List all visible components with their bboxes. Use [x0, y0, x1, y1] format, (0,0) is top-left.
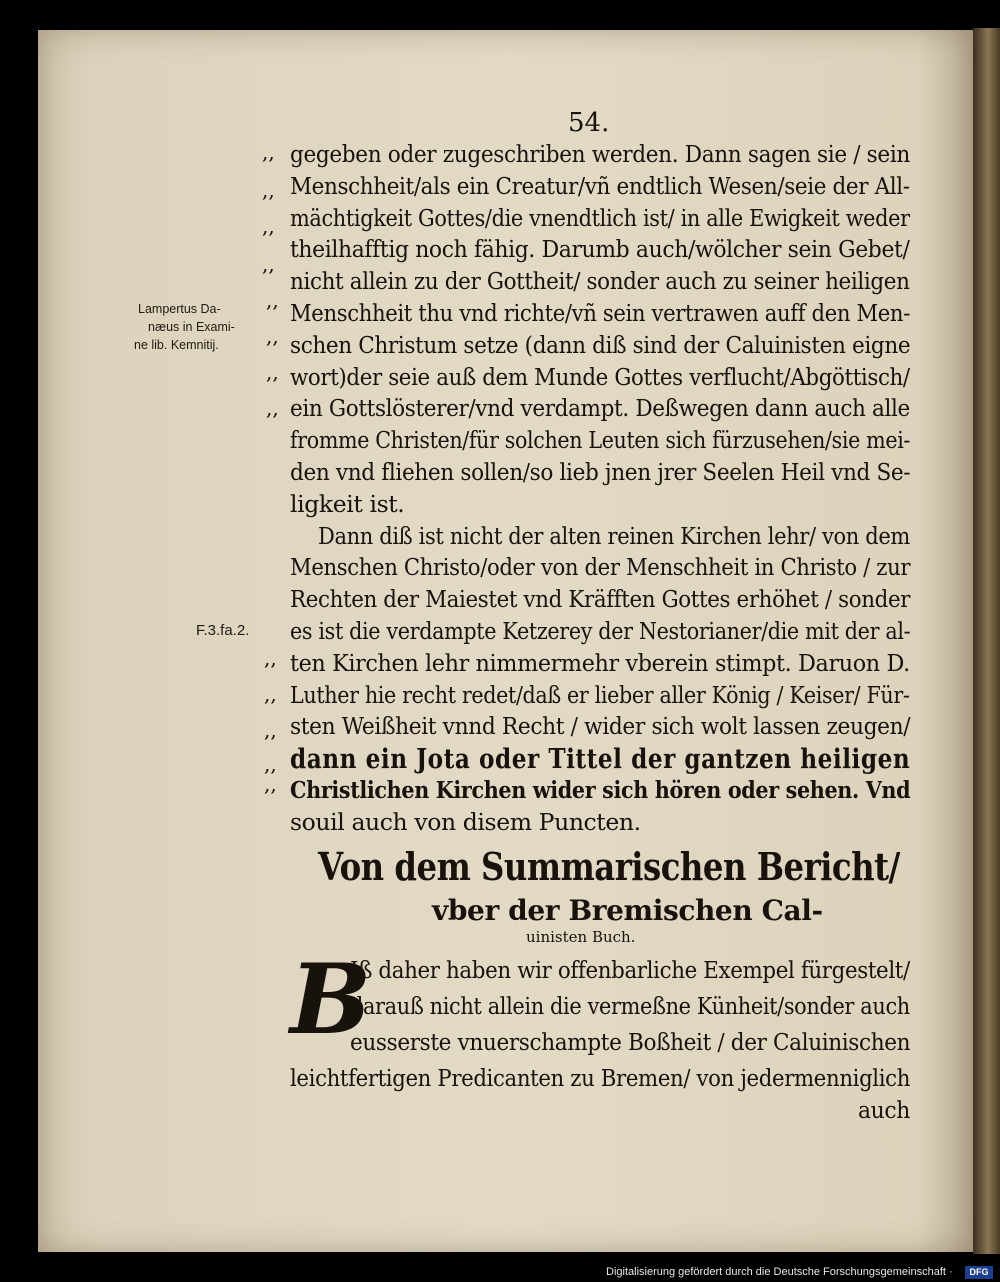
body-line: den vnd fliehen sollen/so lieb jnen jrer Seelen Heil vnd Se-	[290, 458, 911, 486]
body-line: wort)der seie auß dem Munde Gottes verflucht/Abgöttisch/	[290, 362, 910, 391]
body-line: theilhafftig noch fähig. Darumb auch/wölcher sein Gebet/	[290, 235, 910, 264]
body-line: dann ein Jota oder Tittel der gantzen heiligen	[290, 744, 911, 776]
page-number: 54.	[568, 108, 610, 138]
body-line: Menschheit/als ein Creatur/vñ endtlich Wesen/seie der All-	[290, 171, 910, 200]
body-line: Iß daher haben wir offenbarliche Exempel fürgestelt/	[350, 956, 910, 984]
digitization-credit: Digitalisierung gefördert durch die Deutsche Forschungsgemeinschaft ·	[606, 1266, 953, 1278]
quote-mark: ,,	[262, 252, 275, 276]
drop-initial: B	[290, 943, 372, 1056]
body-line: mächtigkeit Gottes/die vnendtlich ist/ in alle Ewigkeit weder	[290, 203, 910, 232]
quote-mark: ,,	[262, 178, 275, 202]
body-line: souil auch von disem Puncten.	[290, 807, 641, 836]
quote-mark: ,,	[262, 140, 275, 164]
quote-mark: ,,	[262, 214, 275, 238]
quote-mark: ,,	[266, 288, 279, 312]
body-line: Menschheit thu vnd richte/vñ sein vertrawen auff den Men-	[290, 299, 910, 327]
quote-mark: ,,	[264, 682, 277, 706]
book-spine	[973, 28, 1000, 1254]
body-line: schen Christum setze (dann diß sind der Caluinisten eigne	[290, 330, 911, 359]
quote-mark: ,,	[264, 718, 277, 742]
body-line: ten Kirchen lehr nimmermehr vberein stimpt. Daruon D.	[290, 648, 910, 677]
quote-mark: ,,	[264, 646, 277, 670]
quote-mark: ,,	[266, 396, 279, 420]
body-line: es ist die verdampte Ketzerey der Nestorianer/die mit der al-	[290, 617, 911, 645]
body-line: nicht allein zu der Gottheit/ sonder auch zu seiner heiligen	[290, 267, 910, 296]
body-line: Rechten der Maiestet vnd Kräfften Gottes erhöhet / sonder	[290, 585, 911, 614]
section-subheading-continued: uinisten Buch.	[526, 928, 636, 946]
quote-mark: ,,	[266, 360, 279, 384]
body-line: Luther hie recht redet/daß er lieber aller König / Keiser/ Für-	[290, 680, 910, 709]
body-line: Dann diß ist nicht der alten reinen Kirchen lehr/ von dem	[318, 521, 910, 550]
quote-mark: ,,	[264, 752, 277, 776]
body-line: fromme Christen/für solchen Leuten sich fürzusehen/sie mei-	[290, 426, 911, 455]
body-line: gegeben oder zugeschriben werden. Dann sagen sie / sein	[290, 140, 910, 168]
body-line: Christlichen Kirchen wider sich hören oder sehen. Vnd	[290, 776, 911, 804]
section-subheading: vber der Bremischen Cal-	[432, 894, 823, 927]
quote-mark: ,,	[264, 772, 277, 796]
margin-note-line: næus in Exami-	[148, 320, 235, 334]
margin-note-line: ne lib. Kemnitij.	[134, 338, 219, 352]
body-line: eusserste vnuerschampte Boßheit / der Caluinischen	[350, 1028, 911, 1056]
body-line: leichtfertigen Predicanten zu Bremen/ von jedermenniglich	[290, 1064, 911, 1092]
quote-mark: ,,	[266, 324, 279, 348]
body-line: sten Weißheit vnnd Recht / wider sich wolt lassen zeugen/	[290, 712, 911, 741]
section-heading: Von dem Summarischen Bericht/	[318, 844, 900, 889]
catchword: auch	[858, 1096, 910, 1124]
margin-note-reference: F.3.fa.2.	[196, 622, 250, 639]
body-line: ligkeit ist.	[290, 489, 405, 518]
body-line: ein Gottslösterer/vnd verdampt. Deßwegen dann auch alle	[290, 394, 910, 423]
body-line: Menschen Christo/oder von der Menschheit in Christo / zur	[290, 553, 911, 582]
margin-note-line: Lampertus Da-	[138, 302, 221, 316]
body-line: darauß nicht allein die vermeßne Künheit/sonder auch	[350, 992, 910, 1020]
dfg-logo: DFG	[965, 1266, 993, 1279]
